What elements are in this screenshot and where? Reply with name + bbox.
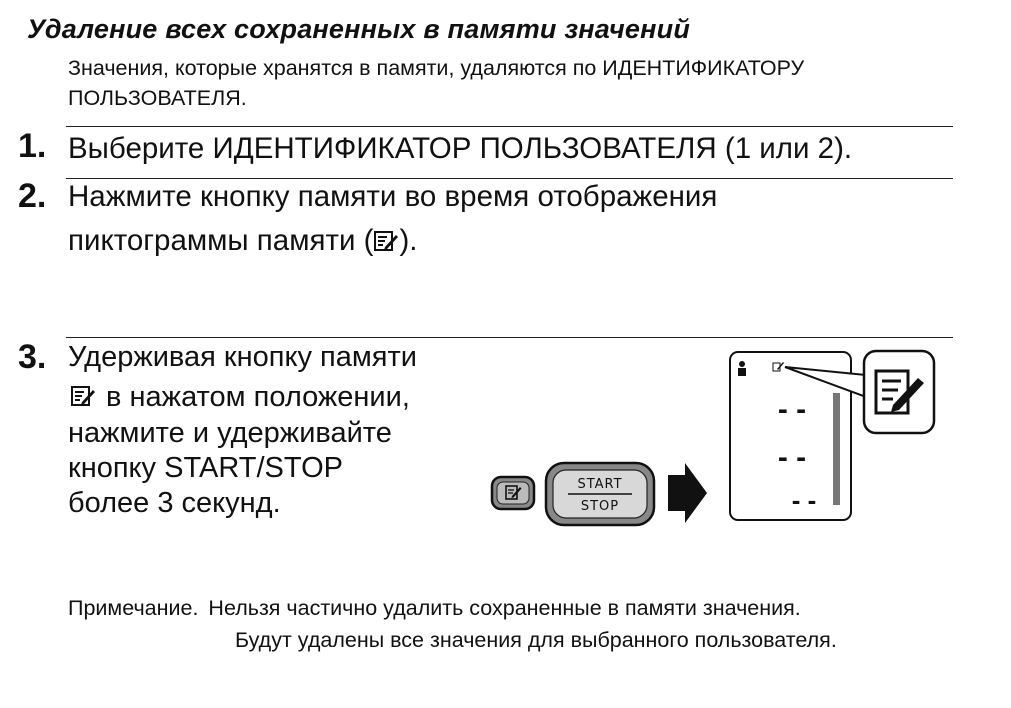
step-2-line-2-start: пиктограммы памяти ( <box>68 224 374 257</box>
stop-label: STOP <box>580 499 620 514</box>
memory-icon <box>373 224 399 263</box>
note-text-1: Нельзя частично удалить сохраненные в памяти значения. <box>208 596 801 620</box>
step-2-line-2 <box>68 221 418 263</box>
step-3-line-5: более 3 секунд. <box>68 487 281 519</box>
step-3-rule <box>66 337 953 338</box>
user-icon <box>738 361 746 376</box>
intro-line-1: Значения, которые хранятся в памяти, удаляются по ИДЕНТИФИКАТОРУ <box>68 56 805 80</box>
display-reading-1: - - <box>777 393 807 426</box>
step-3-line-1: Удерживая кнопку памяти <box>68 341 417 373</box>
intro-line-2: ПОЛЬЗОВАТЕЛЯ. <box>68 86 247 110</box>
start-stop-button[interactable] <box>546 463 654 525</box>
memory-button[interactable] <box>492 477 534 509</box>
step-3-number: 3. <box>18 338 47 376</box>
step-2-line-2-end: ). <box>399 224 418 257</box>
illustration <box>488 345 958 535</box>
section-title: Удаление всех сохраненных в памяти значений <box>27 14 691 44</box>
note-label: Примечание. <box>68 596 199 620</box>
step-3-line-4: кнопку START/STOP <box>68 452 343 484</box>
step-1-rule <box>66 126 953 127</box>
step-3-line-3: нажмите и удерживайте <box>68 417 392 449</box>
note-text-2: Будут удалены все значения для выбранного пользователя. <box>235 628 837 652</box>
step-3-line-2 <box>68 380 410 418</box>
start-label: START <box>577 477 623 492</box>
step-2-number: 2. <box>18 177 47 215</box>
arrow-right-icon <box>668 463 707 523</box>
step-2-line-1: Нажмите кнопку памяти во время отображения <box>68 180 718 213</box>
note-line-1 <box>68 596 801 621</box>
step-3-line-2-text: в нажатом положении, <box>98 381 410 413</box>
step-1-number: 1. <box>18 127 47 165</box>
display-reading-3: - - <box>791 485 817 515</box>
memory-icon <box>68 383 98 418</box>
step-1-text: Выберите ИДЕНТИФИКАТОР ПОЛЬЗОВАТЕЛЯ (1 или 2). <box>68 132 853 165</box>
display-bar <box>833 393 840 505</box>
device-display <box>730 351 934 520</box>
display-reading-2: - - <box>777 441 807 474</box>
